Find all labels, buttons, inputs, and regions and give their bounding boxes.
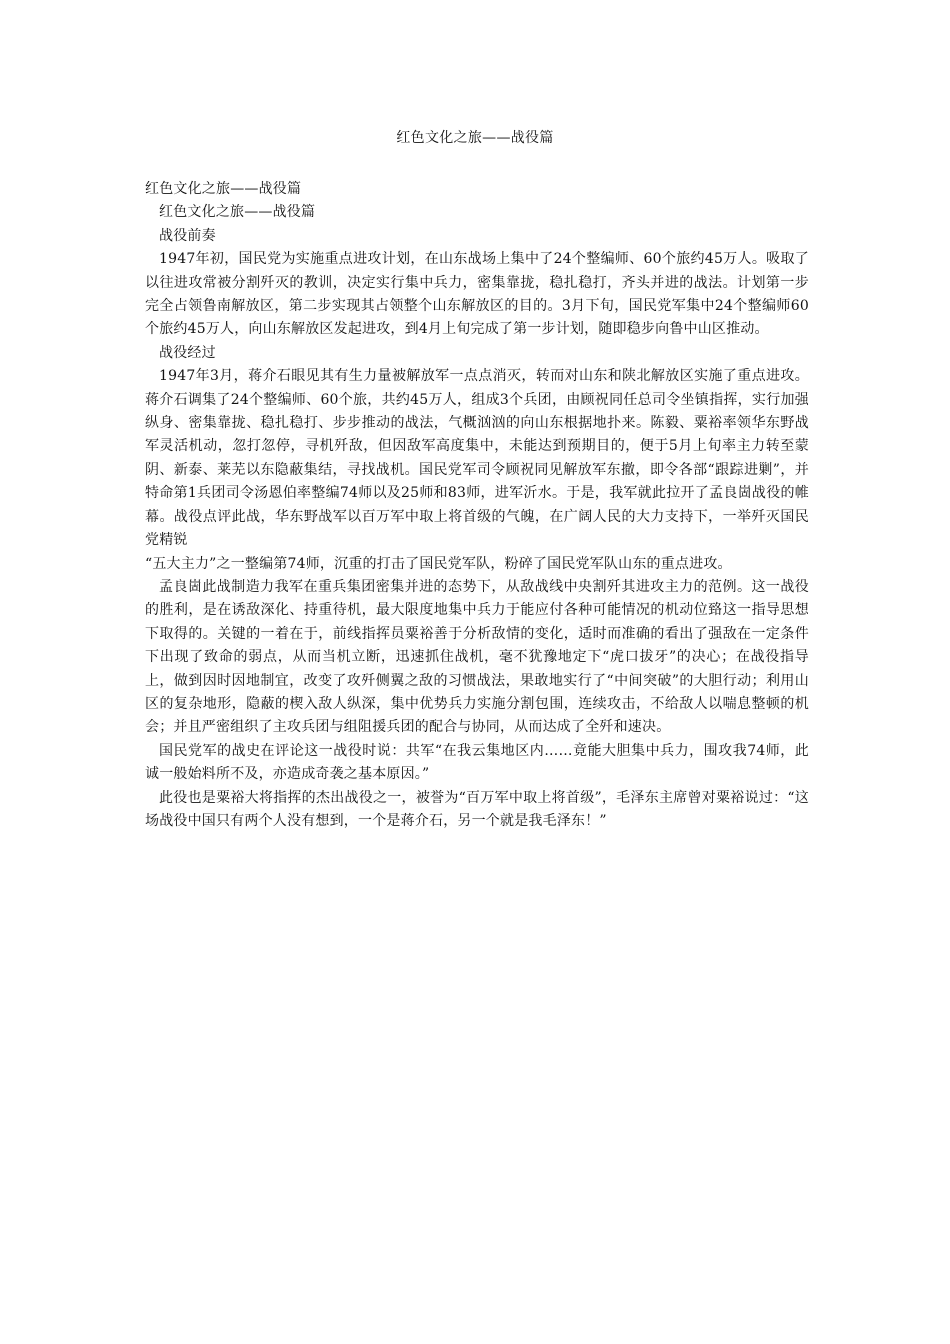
heading-line: 红色文化之旅——战役篇	[145, 181, 302, 197]
document-body	[145, 178, 809, 833]
paragraph-prelude: 1947年初，国民党为实施重点进攻计划，在山东战场上集中了24个整编师、60个旅约45万人。吸取了以往进攻常被分割歼灭的教训，决定实行集中兵力，密集靠拢，稳扎稳打，齐头并进的战法。计划第一步完全占领鲁南解放区，第二步实现其占领整个山东解放区的目的。3月下旬，国民党军集中24个整编师60个旅约45万人，向山东解放区发起进攻，到4月上旬完成了第一步计划，随即稳步向鲁中山区推动。	[145, 251, 809, 338]
paragraph-course-end: “五大主力”之一整编第74师，沉重的打击了国民党军队，粉碎了国民党军队山东的重点进攻。	[145, 555, 732, 572]
document-title: 红色文化之旅——战役篇	[396, 130, 554, 146]
paragraph-enemy-view: 国民党军的战史在评论这一战役时说：共军“在我云集地区内……竟能大胆集中兵力，围攻我74师，此诚一般始料所不及，亦造成奇袭之基本原因。”	[145, 742, 809, 783]
paragraph-analysis: 孟良崮此战制造力我军在重兵集团密集并进的态势下，从敌战线中央割歼其进攻主力的范例。这一战役的胜利，是在诱敌深化、持重待机，最大限度地集中兵力于能应付各种可能情况的机动位臵这一指导思想下取得的。关键的一着在于，前线指挥员粟裕善于分析敌情的变化，适时而准确的看出了强敌在一定条件下出现了致命的弱点，从而当机立断，迅速抓住战机，毫不犹豫地定下“虎口拔牙”的决心；在战役指导上，做到因时因地制宜，改变了攻歼侧翼之敌的习惯战法，果敢地实行了“中间突破”的大胆行动；利用山区的复杂地形，隐蔽的楔入敌人纵深，集中优势兵力实施分割包围，连续攻击，不给敌人以喘息整顿的机会；并且严密组织了主攻兵团与组阻援兵团的配合与协同，从而达成了全歼和速决。	[145, 578, 809, 736]
paragraph-legacy: 此役也是粟裕大将指挥的杰出战役之一，被誉为“百万军中取上将首级”，毛泽东主席曾对粟裕说过：“这场战役中国只有两个人没有想到，一个是蒋介石，另一个就是我毛泽东！”	[145, 789, 809, 829]
section-heading-course: 战役经过	[159, 344, 216, 361]
subheading-line: 红色文化之旅——战役篇	[159, 204, 316, 221]
paragraph-course: 1947年3月，蒋介石眼见其有生力量被解放军一点点消灭，转而对山东和陕北解放区实施了重点进攻。蒋介石调集了24个整编师、60个旅，共约45万人，组成3个兵团，由顾祝同任总司令坐镇指挥，实行加强纵身、密集靠拢、稳扎稳打、步步推动的战法，气概汹汹的向山东根据地扑来。陈毅、粟裕率领华东野战军灵活机动，忽打忽停，寻机歼敌，但因敌军高度集中，未能达到预期目的，便于5月上旬率主力转至蒙阴、新泰、莱芜以东隐蔽集结，寻找战机。国民党军司令顾祝同见解放军东撤，即令各部“跟踪进剿”，并特命第1兵团司令汤恩伯率整编74师以及25师和83师，进军沂水。于是，我军就此拉开了孟良崮战役的帷幕。战役点评此战，华东野战军以百万军中取上将首级的气魄，在广阔人民的大力支持下，一举歼灭国民党精锐	[145, 368, 809, 549]
section-heading-prelude: 战役前奏	[159, 227, 216, 244]
